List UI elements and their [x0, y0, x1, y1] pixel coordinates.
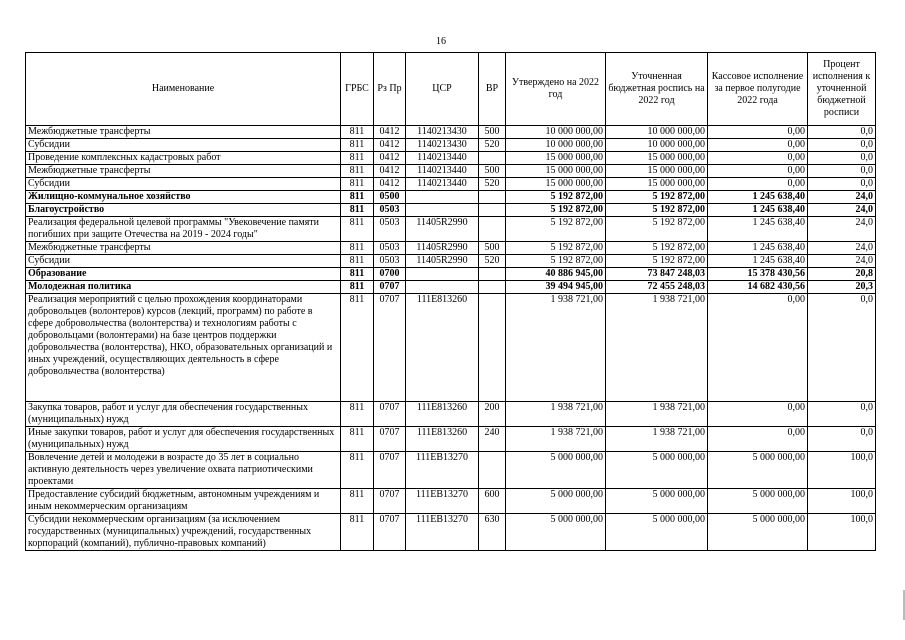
table-row — [26, 514, 876, 551]
cell-percent: 0,0 — [808, 152, 876, 165]
cell-grbs: 811 — [341, 427, 374, 452]
cell-refined: 1 938 721,00 — [606, 402, 708, 427]
cell-name: Межбюджетные трансферты — [26, 126, 341, 139]
table-row — [26, 268, 876, 281]
cell-approved: 15 000 000,00 — [506, 165, 606, 178]
cell-cash: 14 682 430,56 — [708, 281, 808, 294]
cell-percent: 24,0 — [808, 242, 876, 255]
cell-percent: 24,0 — [808, 217, 876, 242]
cell-grbs: 811 — [341, 489, 374, 514]
cell-rzpr: 0412 — [374, 165, 406, 178]
cell-vr: 500 — [479, 126, 506, 139]
cell-refined: 5 192 872,00 — [606, 204, 708, 217]
cell-grbs: 811 — [341, 294, 374, 402]
cell-csr: 111E813260 — [406, 294, 479, 402]
cell-approved: 1 938 721,00 — [506, 402, 606, 427]
cell-refined: 5 000 000,00 — [606, 452, 708, 489]
cell-grbs: 811 — [341, 268, 374, 281]
cell-refined: 5 000 000,00 — [606, 489, 708, 514]
cell-percent: 24,0 — [808, 204, 876, 217]
cell-cash: 0,00 — [708, 152, 808, 165]
cell-vr: 500 — [479, 165, 506, 178]
cell-cash: 5 000 000,00 — [708, 489, 808, 514]
cell-rzpr: 0707 — [374, 489, 406, 514]
cell-name: Образование — [26, 268, 341, 281]
cell-csr: 11405R2990 — [406, 242, 479, 255]
cell-cash: 1 245 638,40 — [708, 204, 808, 217]
cell-approved: 5 192 872,00 — [506, 204, 606, 217]
table-row — [26, 255, 876, 268]
cell-rzpr: 0707 — [374, 294, 406, 402]
cell-vr: 520 — [479, 139, 506, 152]
cell-vr: 500 — [479, 242, 506, 255]
cell-refined: 10 000 000,00 — [606, 139, 708, 152]
cell-name: Благоустройство — [26, 204, 341, 217]
cell-grbs: 811 — [341, 152, 374, 165]
cell-cash: 0,00 — [708, 427, 808, 452]
cell-approved: 1 938 721,00 — [506, 427, 606, 452]
cell-csr: 11405R2990 — [406, 255, 479, 268]
cell-refined: 1 938 721,00 — [606, 427, 708, 452]
cell-percent: 0,0 — [808, 178, 876, 191]
cell-grbs: 811 — [341, 217, 374, 242]
cell-refined: 72 455 248,03 — [606, 281, 708, 294]
cell-rzpr: 0412 — [374, 126, 406, 139]
cell-name: Молодежная политика — [26, 281, 341, 294]
cell-csr — [406, 268, 479, 281]
cell-csr: 1140213430 — [406, 139, 479, 152]
cell-rzpr: 0503 — [374, 217, 406, 242]
cell-refined: 15 000 000,00 — [606, 178, 708, 191]
cell-rzpr: 0503 — [374, 255, 406, 268]
header-approved: Утверждено на 2022 год — [506, 53, 606, 126]
cell-vr — [479, 217, 506, 242]
cell-csr: 111EB13270 — [406, 489, 479, 514]
cell-refined: 15 000 000,00 — [606, 152, 708, 165]
cell-rzpr: 0707 — [374, 514, 406, 551]
cell-vr: 200 — [479, 402, 506, 427]
cell-grbs: 811 — [341, 126, 374, 139]
cell-approved: 15 000 000,00 — [506, 178, 606, 191]
cell-grbs: 811 — [341, 402, 374, 427]
cell-vr — [479, 281, 506, 294]
header-grbs: ГРБС — [341, 53, 374, 126]
cell-cash: 0,00 — [708, 139, 808, 152]
cell-vr: 240 — [479, 427, 506, 452]
cell-grbs: 811 — [341, 191, 374, 204]
table-row — [26, 242, 876, 255]
cell-name: Закупка товаров, работ и услуг для обеспечения государственных (муниципальных) нужд — [26, 402, 341, 427]
table-row — [26, 152, 876, 165]
cell-vr: 520 — [479, 178, 506, 191]
cell-csr: 1140213440 — [406, 178, 479, 191]
table-body — [26, 126, 876, 551]
cell-cash: 0,00 — [708, 165, 808, 178]
cell-cash: 5 000 000,00 — [708, 452, 808, 489]
cell-approved: 5 000 000,00 — [506, 452, 606, 489]
cell-cash: 0,00 — [708, 126, 808, 139]
cell-name: Жилищно-коммунальное хозяйство — [26, 191, 341, 204]
cell-vr: 520 — [479, 255, 506, 268]
cell-approved: 5 192 872,00 — [506, 191, 606, 204]
cell-refined: 5 192 872,00 — [606, 217, 708, 242]
header-vr: ВР — [479, 53, 506, 126]
cell-csr: 1140213440 — [406, 152, 479, 165]
cell-approved: 1 938 721,00 — [506, 294, 606, 402]
cell-refined: 5 192 872,00 — [606, 255, 708, 268]
cell-name: Вовлечение детей и молодежи в возрасте до 35 лет в социально активную деятельность через увеличение охвата патриотическими проектами — [26, 452, 341, 489]
cell-cash: 0,00 — [708, 178, 808, 191]
cell-percent: 24,0 — [808, 255, 876, 268]
cell-csr: 1140213430 — [406, 126, 479, 139]
cell-rzpr: 0700 — [374, 268, 406, 281]
cell-grbs: 811 — [341, 281, 374, 294]
cell-approved: 40 886 945,00 — [506, 268, 606, 281]
cell-percent: 24,0 — [808, 191, 876, 204]
cell-csr: 111E813260 — [406, 427, 479, 452]
table-row — [26, 489, 876, 514]
cell-rzpr: 0707 — [374, 281, 406, 294]
cell-rzpr: 0500 — [374, 191, 406, 204]
table-row — [26, 165, 876, 178]
budget-table — [25, 52, 876, 551]
cell-grbs: 811 — [341, 139, 374, 152]
cell-vr: 600 — [479, 489, 506, 514]
cell-grbs: 811 — [341, 165, 374, 178]
cell-grbs: 811 — [341, 255, 374, 268]
cell-cash: 1 245 638,40 — [708, 242, 808, 255]
cell-approved: 39 494 945,00 — [506, 281, 606, 294]
cell-percent: 0,0 — [808, 126, 876, 139]
cell-refined: 10 000 000,00 — [606, 126, 708, 139]
cell-vr — [479, 452, 506, 489]
cell-vr — [479, 191, 506, 204]
cell-name: Реализация мероприятий с целью прохождения координаторами добровольцев (волонтеров) курсов (лекций, программ) по работе в сфере добровольчества (волонтерства) и технологиям работы с добровольцами (волонтерами) на базе центров поддержки добровольчества (волонтерства), НКО, образовательных организаций и иных учреждений, осуществляющих деятельность в сфере добровольчества (волонтерства) — [26, 294, 341, 402]
cell-rzpr: 0707 — [374, 427, 406, 452]
cell-vr — [479, 268, 506, 281]
cell-csr: 11405R2990 — [406, 217, 479, 242]
cell-refined: 15 000 000,00 — [606, 165, 708, 178]
cell-refined: 5 192 872,00 — [606, 242, 708, 255]
table-row — [26, 281, 876, 294]
cell-percent: 20,8 — [808, 268, 876, 281]
cell-cash: 1 245 638,40 — [708, 255, 808, 268]
cell-vr — [479, 294, 506, 402]
cell-percent: 0,0 — [808, 427, 876, 452]
cell-name: Межбюджетные трансферты — [26, 242, 341, 255]
cell-vr — [479, 152, 506, 165]
cell-name: Межбюджетные трансферты — [26, 165, 341, 178]
cell-grbs: 811 — [341, 204, 374, 217]
cell-csr — [406, 191, 479, 204]
cell-approved: 5 192 872,00 — [506, 217, 606, 242]
table-row — [26, 217, 876, 242]
cell-refined: 1 938 721,00 — [606, 294, 708, 402]
cell-approved: 10 000 000,00 — [506, 139, 606, 152]
cell-csr — [406, 204, 479, 217]
cell-rzpr: 0412 — [374, 139, 406, 152]
cell-percent: 20,3 — [808, 281, 876, 294]
table-row — [26, 191, 876, 204]
cell-rzpr: 0707 — [374, 402, 406, 427]
cell-cash: 5 000 000,00 — [708, 514, 808, 551]
table-row — [26, 126, 876, 139]
cell-percent: 100,0 — [808, 489, 876, 514]
cell-percent: 100,0 — [808, 514, 876, 551]
cell-cash: 0,00 — [708, 402, 808, 427]
cell-name: Субсидии — [26, 255, 341, 268]
cell-csr: 111EB13270 — [406, 452, 479, 489]
header-rzpr: Рз Пр — [374, 53, 406, 126]
header-csr: ЦСР — [406, 53, 479, 126]
cell-name: Субсидии — [26, 178, 341, 191]
cell-approved: 5 192 872,00 — [506, 255, 606, 268]
table-row — [26, 294, 876, 402]
cell-rzpr: 0503 — [374, 242, 406, 255]
page-number: 16 — [436, 36, 446, 47]
cell-approved: 5 000 000,00 — [506, 489, 606, 514]
budget-table-container — [25, 52, 876, 551]
cell-rzpr: 0412 — [374, 152, 406, 165]
cell-refined: 73 847 248,03 — [606, 268, 708, 281]
cell-cash: 0,00 — [708, 294, 808, 402]
table-row — [26, 178, 876, 191]
cell-refined: 5 192 872,00 — [606, 191, 708, 204]
cell-approved: 15 000 000,00 — [506, 152, 606, 165]
cell-percent: 0,0 — [808, 294, 876, 402]
cell-grbs: 811 — [341, 514, 374, 551]
cell-csr: 111EB13270 — [406, 514, 479, 551]
cell-grbs: 811 — [341, 242, 374, 255]
cell-percent: 0,0 — [808, 402, 876, 427]
cell-percent: 0,0 — [808, 165, 876, 178]
cell-cash: 1 245 638,40 — [708, 191, 808, 204]
table-row — [26, 139, 876, 152]
cell-csr: 1140213440 — [406, 165, 479, 178]
cell-name: Реализация федеральной целевой программы "Увековечение памяти погибших при защите Отечества на 2019 - 2024 годы" — [26, 217, 341, 242]
table-row — [26, 204, 876, 217]
cell-approved: 5 192 872,00 — [506, 242, 606, 255]
table-header-row — [26, 53, 876, 126]
cell-approved: 5 000 000,00 — [506, 514, 606, 551]
cell-vr — [479, 204, 506, 217]
cell-name: Иные закупки товаров, работ и услуг для обеспечения государственных (муниципальных) нужд — [26, 427, 341, 452]
cell-grbs: 811 — [341, 452, 374, 489]
cell-refined: 5 000 000,00 — [606, 514, 708, 551]
cell-rzpr: 0412 — [374, 178, 406, 191]
table-row — [26, 402, 876, 427]
cell-cash: 1 245 638,40 — [708, 217, 808, 242]
cell-name: Субсидии некоммерческим организациям (за исключением государственных (муниципальных) учреждений, государственных корпораций (компаний), публично-правовых компаний) — [26, 514, 341, 551]
cell-rzpr: 0503 — [374, 204, 406, 217]
table-row — [26, 427, 876, 452]
cell-name: Субсидии — [26, 139, 341, 152]
cell-percent: 100,0 — [808, 452, 876, 489]
cell-rzpr: 0707 — [374, 452, 406, 489]
cell-grbs: 811 — [341, 178, 374, 191]
header-cash: Кассовое исполнение за первое полугодие 2022 года — [708, 53, 808, 126]
cell-cash: 15 378 430,56 — [708, 268, 808, 281]
header-name: Наименование — [26, 53, 341, 126]
cell-approved: 10 000 000,00 — [506, 126, 606, 139]
cell-csr — [406, 281, 479, 294]
cell-percent: 0,0 — [808, 139, 876, 152]
header-refined: Уточненная бюджетная роспись на 2022 год — [606, 53, 708, 126]
cell-name: Проведение комплексных кадастровых работ — [26, 152, 341, 165]
table-row — [26, 452, 876, 489]
cell-vr: 630 — [479, 514, 506, 551]
cell-csr: 111E813260 — [406, 402, 479, 427]
header-percent: Процент исполнения к уточненной бюджетной росписи — [808, 53, 876, 126]
cell-name: Предоставление субсидий бюджетным, автономным учреждениям и иным некоммерческим организациям — [26, 489, 341, 514]
